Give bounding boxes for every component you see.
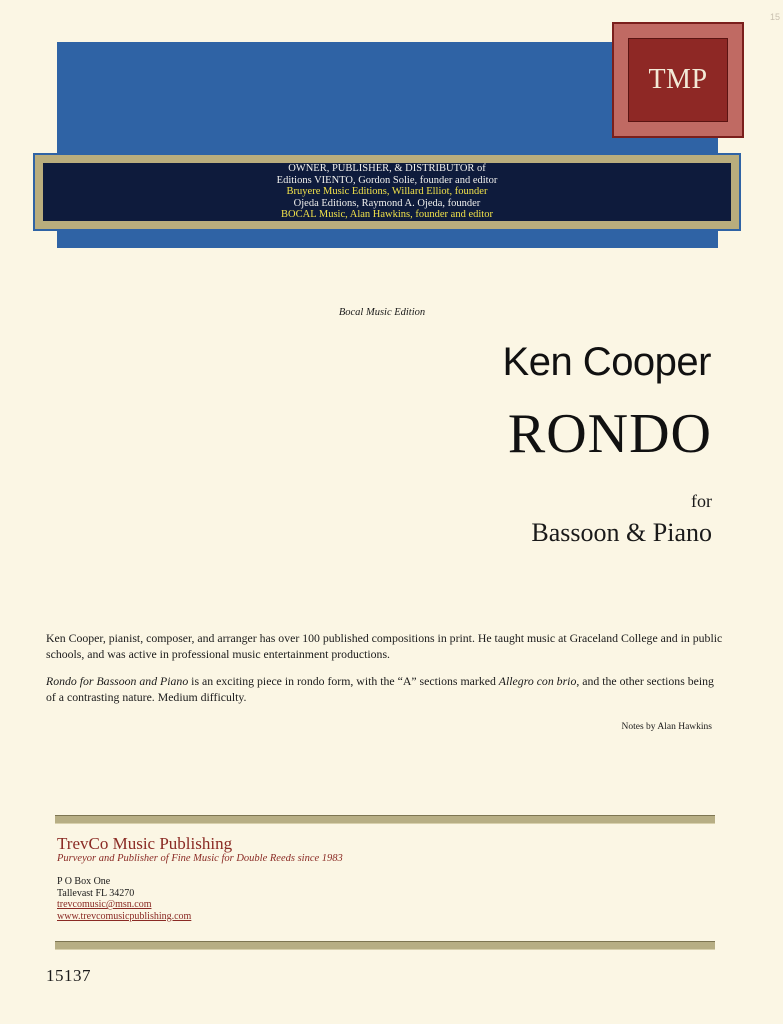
notes-tempo-marking: Allegro con brio [498, 674, 577, 688]
notes-credit: Notes by Alan Hawkins [621, 722, 712, 732]
distributor-line: Ojeda Editions, Raymond A. Ojeda, founder [293, 197, 481, 209]
distributor-line: Editions VIENTO, Gordon Solie, founder and editor [276, 174, 498, 186]
address-line: P O Box One [57, 876, 111, 887]
distributor-line: BOCAL Music, Alan Hawkins, founder and editor [281, 209, 493, 221]
publisher-tagline: Purveyor and Publisher of Fine Music for Double Reeds since 1983 [57, 853, 343, 864]
piece-title: RONDO [507, 403, 712, 465]
corner-mark: 15 [770, 12, 781, 22]
website-link[interactable]: www.trevcomusicpublishing.com [57, 910, 192, 922]
edition-label: Bocal Music Edition [338, 307, 426, 318]
tmp-logo-inner [628, 38, 728, 122]
logo-text: TMP [648, 64, 708, 95]
publisher-name: TrevCo Music Publishing [57, 834, 233, 853]
divider-bottom [55, 941, 715, 950]
notes-text-end: , and the other sections being of a contrasting nature. Medium difficulty. [46, 674, 714, 704]
divider-top [55, 815, 715, 824]
instrumentation: Bassoon & Piano [531, 518, 712, 547]
distributor-line: OWNER, PUBLISHER, & DISTRIBUTOR of [288, 163, 486, 175]
email-link[interactable]: trevcomusic@msn.com [57, 899, 152, 910]
catalog-number: 15137 [46, 966, 91, 985]
program-notes [46, 631, 726, 717]
for-label: for [691, 491, 712, 511]
notes-paragraph-bio: Ken Cooper, pianist, composer, and arranger has over 100 published compositions in print. He taught music at Graceland College and in public schools, and was active in professional music entertainment productions. [46, 631, 723, 661]
publisher-address [57, 876, 191, 922]
notes-text: is an exciting piece in rondo form, with the “A” sections marked [188, 674, 499, 688]
composer-name: Ken Cooper [502, 340, 711, 384]
distributor-line: Bruyere Music Editions, Willard Elliot, founder [286, 186, 488, 198]
distributor-band [33, 153, 741, 231]
address-line: Tallevast FL 34270 [57, 887, 135, 899]
notes-paragraph-description [46, 674, 726, 705]
tmp-logo [612, 22, 744, 138]
distributor-band-inner [43, 163, 731, 221]
notes-piece-title: Rondo for Bassoon and Piano [46, 674, 189, 688]
